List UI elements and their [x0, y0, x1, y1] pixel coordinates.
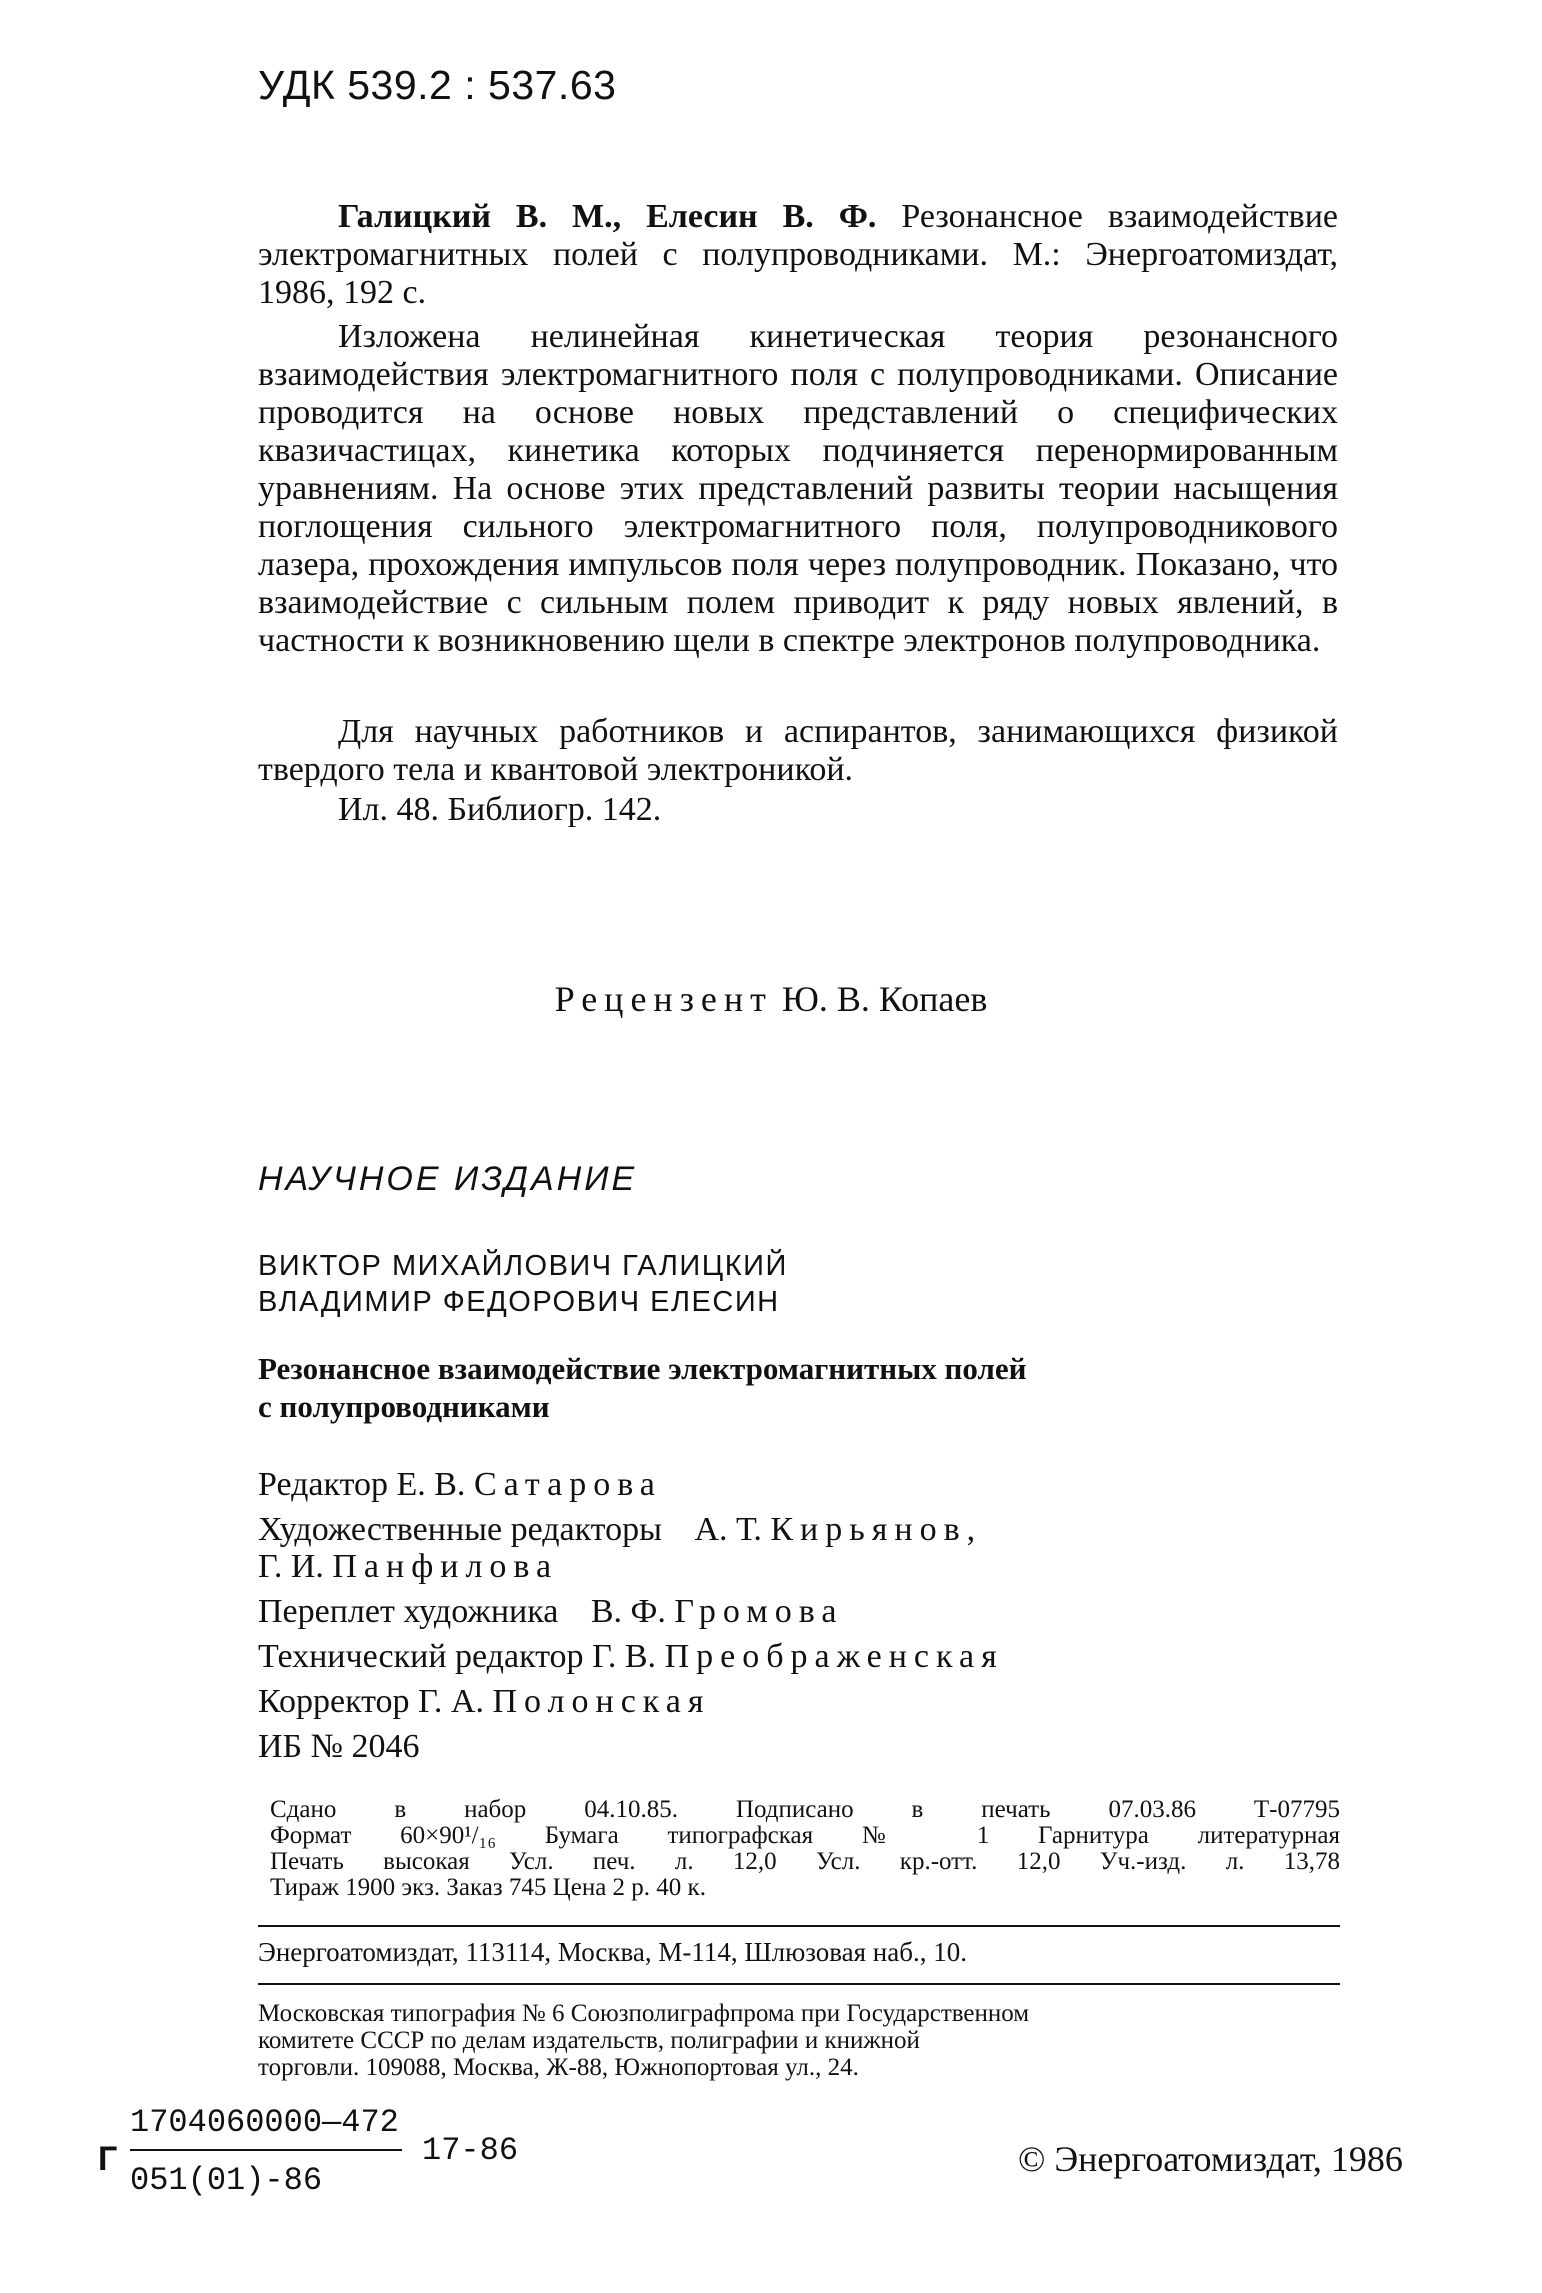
publisher-name: Энергоатомиздат, [258, 1937, 459, 1967]
bibliographic-citation [258, 198, 1338, 312]
printer-line: комитете СССР по делам издательств, полиграфии и книжной [258, 2027, 920, 2054]
abstract-illustrations: Ил. 48. Библиогр. 142. [338, 791, 662, 828]
author-name: ВЛАДИМИР ФЕДОРОВИЧ ЕЛЕСИН [258, 1286, 780, 1318]
printer-line: торговли. 109088, Москва, Ж-88, Южнопортовая ул., 24. [258, 2054, 859, 2081]
ib-number: ИБ № 2046 [258, 1728, 420, 1765]
credit-surname: Преображенская [664, 1638, 1004, 1675]
abstract-audience: Для научных работников и аспирантов, занимающихся физикой твердого тела и квантовой электроникой. [258, 713, 1338, 788]
copyright-notice: © Энергоатомиздат, 1986 [1018, 2139, 1403, 2179]
publisher-street: 113114, Москва, М-114, Шлюзовая наб., 10. [465, 1937, 967, 1967]
reviewer-name: Ю. В. Копаев [781, 979, 988, 1019]
credit-surname: Громова [674, 1593, 844, 1630]
catalog-code-numerator: 1704060000—472 [130, 2104, 399, 2141]
credit-surname: Полонская [492, 1683, 711, 1720]
citation-rest: Резонансное взаимодействие электромагнитных полей с полупроводниками. М.: Энергоатомиздат, 1986, 192 с. [258, 198, 1338, 311]
book-title-line: Резонансное взаимодействие электромагнитных полей [258, 1351, 1027, 1386]
publisher-address [258, 1937, 967, 1968]
imprint-line: Тираж 1900 экз. Заказ 745 Цена 2 р. 40 к. [270, 1874, 706, 1901]
credits-block [258, 1462, 1004, 1769]
reviewer-line [0, 978, 1542, 1020]
print-imprint [270, 1797, 1340, 1901]
credit-surname: Панфилова [332, 1548, 559, 1585]
credit-initials: В. Ф. [590, 1593, 666, 1630]
citation-authors: Галицкий В. М., Елесин В. Ф. [338, 198, 877, 235]
printer-info [258, 2000, 1340, 2081]
reviewer-label: Рецензент [554, 979, 773, 1019]
credit-label: Редактор [258, 1466, 388, 1503]
catalog-code-suffix: 17-86 [422, 2132, 519, 2169]
catalog-code-fraction-bar [130, 2149, 402, 2151]
credit-initials: Г. А. [418, 1683, 484, 1720]
credit-editor [258, 1462, 1004, 1507]
divider [258, 1983, 1340, 1985]
author-name: ВИКТОР МИХАЙЛОВИЧ ГАЛИЦКИЙ [258, 1250, 788, 1282]
series-heading: НАУЧНОЕ ИЗДАНИЕ [258, 1160, 638, 1198]
credit-label: Художественные редакторы [258, 1511, 662, 1548]
catalog-code-denominator: 051(01)-86 [130, 2162, 323, 2199]
imprint-line: Сдано в набор 04.10.85. Подписано в печать 07.03.86 Т-07795 [270, 1796, 1340, 1823]
credit-initials: Е. В. [396, 1466, 466, 1503]
credit-cover-artist [258, 1589, 1004, 1634]
imprint-line: Печать высокая Усл. печ. л. 12,0 Усл. кр.-отт. 12,0 Уч.-изд. л. 13,78 [270, 1848, 1340, 1875]
udk-code: УДК 539.2 : 537.63 [258, 62, 617, 108]
book-title [258, 1350, 1258, 1426]
book-title-line: с полупроводниками [258, 1389, 550, 1424]
abstract-summary: Изложена нелинейная кинетическая теория резонансного взаимодействия электромагнитного поля с полупроводниками. Описание проводится на основе новых представлений о специфических квазичастицах, кинетика которых подчиняется перенормированным уравнениям. На основе этих представлений развиты теории насыщения поглощения сильного электромагнитного поля, полупроводникового лазера, прохождения импульсов поля через полупроводник. Показано, что взаимодействие с сильным полем приводит к ряду новых явлений, в частности к возникновению щели в спектре электронов полупроводника. [258, 318, 1338, 659]
credit-tech-editor [258, 1634, 1004, 1679]
credit-label: Переплет художника [258, 1593, 559, 1630]
imprint-line: Формат 60×90¹/₁₆ Бумага типографская № 1 Гарнитура литературная [270, 1822, 1340, 1849]
catalog-code-letter: Г [98, 2140, 118, 2178]
credit-surname: Кирьянов, [770, 1511, 983, 1548]
divider [258, 1925, 1340, 1927]
credit-initials: Г. В. [592, 1638, 657, 1675]
credit-initials: Г. И. [258, 1548, 324, 1585]
credit-initials: А. Т. [694, 1511, 762, 1548]
credit-proofreader [258, 1679, 1004, 1724]
credit-label: Технический редактор [258, 1638, 584, 1675]
printer-line: Московская типография № 6 Союзполиграфпрома при Государственном [258, 2000, 1030, 2027]
credit-label: Корректор [258, 1683, 410, 1720]
credit-surname: Сатарова [473, 1466, 662, 1503]
